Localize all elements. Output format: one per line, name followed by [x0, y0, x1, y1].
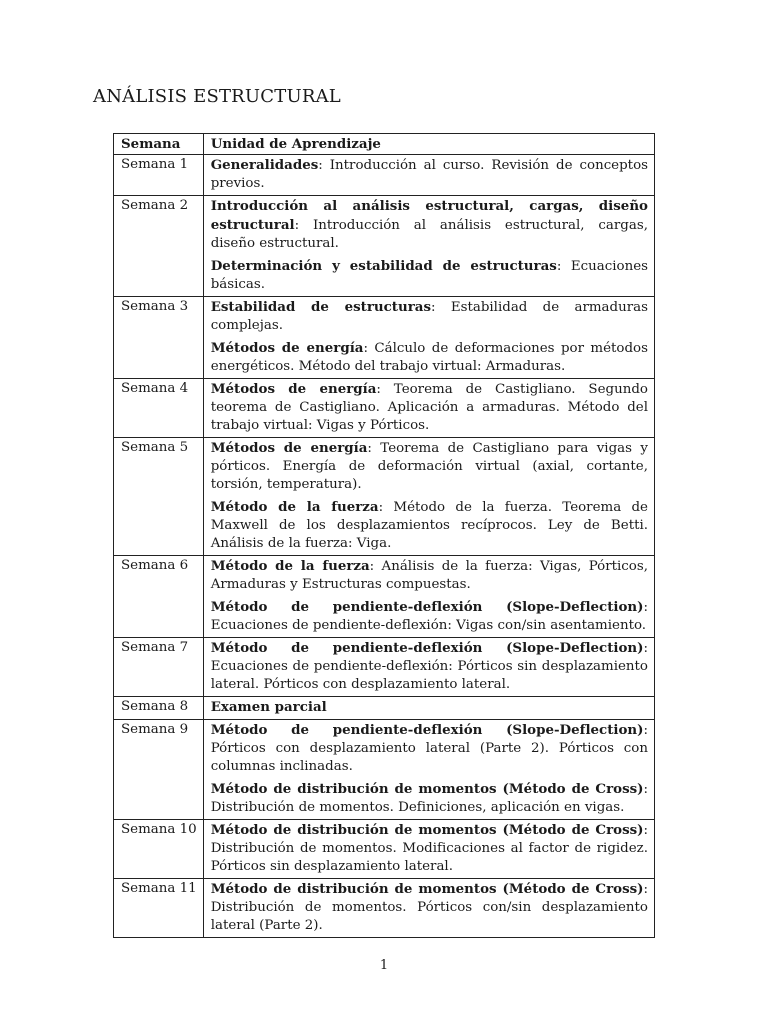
unit-entry [211, 639, 648, 694]
unit-cell [203, 556, 654, 638]
unit-cell [203, 638, 654, 697]
unit-entry [211, 780, 648, 817]
table-row [114, 155, 655, 196]
topic-description: : Distribución de momentos. Definiciones, aplicación en vigas. [210, 782, 648, 815]
unit-entry [211, 197, 648, 253]
unit-entry [211, 598, 648, 635]
unit-cell [203, 438, 654, 556]
week-cell: Semana 9 [114, 720, 204, 820]
topic-description: : Teorema de Castigliano. Segundo teorema de Castigliano. Aplicación a armaduras. Método del trabajo virtual: Vigas y Pórticos. [210, 382, 648, 433]
unit-entry [211, 557, 648, 594]
unit-cell [203, 720, 654, 820]
table-row [114, 697, 655, 720]
page-number: 1 [379, 958, 389, 973]
unit-entry [211, 257, 648, 294]
topic-title: Método de pendiente-deflexión (Slope-Deflection) [210, 599, 644, 615]
topic-description: : Teorema de Castigliano para vigas y pórticos. Energía de deformación virtual (axial, cortante, torsión, temperatura). [210, 441, 648, 492]
table-row [114, 438, 655, 556]
table-row [114, 879, 655, 938]
week-cell: Semana 5 [114, 438, 204, 556]
topic-title: Métodos de energía [210, 381, 377, 397]
topic-description: : Cálculo de deformaciones por métodos energéticos. Método del trabajo virtual: Armaduras. [210, 341, 648, 374]
week-cell: Semana 10 [114, 820, 204, 879]
header-week: Semana [114, 134, 204, 155]
topic-title: Introducción al análisis estructural, cargas, diseño estructural [210, 198, 648, 233]
week-cell: Semana 2 [114, 196, 204, 297]
topic-title: Método de pendiente-deflexión (Slope-Deflection) [210, 640, 644, 656]
header-unit: Unidad de Aprendizaje [203, 134, 654, 155]
week-cell: Semana 7 [114, 638, 204, 697]
topic-title: Estabilidad de estructuras [210, 299, 431, 315]
topic-description: : Estabilidad de armaduras complejas. [210, 300, 648, 333]
table-row [114, 297, 655, 379]
week-cell: Semana 1 [114, 155, 204, 196]
unit-cell [203, 196, 654, 297]
unit-entry [211, 380, 648, 435]
unit-entry [211, 156, 648, 193]
page-title: ANÁLISIS ESTRUCTURAL [93, 86, 341, 107]
table-row [114, 820, 655, 879]
unit-entry [211, 339, 648, 376]
week-cell: Semana 3 [114, 297, 204, 379]
topic-title: Examen parcial [210, 699, 327, 715]
topic-title: Método de la fuerza [210, 499, 379, 515]
unit-entry [211, 439, 648, 494]
unit-entry [211, 721, 648, 776]
week-cell: Semana 6 [114, 556, 204, 638]
week-cell: Semana 11 [114, 879, 204, 938]
topic-description: : Distribución de momentos. Modificaciones al factor de rigidez. Pórticos sin desplazamiento lateral. [210, 823, 648, 874]
table-row [114, 379, 655, 438]
unit-cell [203, 155, 654, 196]
table-body [114, 155, 655, 938]
week-cell: Semana 4 [114, 379, 204, 438]
topic-title: Método de distribución de momentos (Método de Cross) [210, 822, 644, 838]
unit-cell [203, 820, 654, 879]
table-row [114, 720, 655, 820]
unit-entry [211, 298, 648, 335]
topic-title: Métodos de energía [210, 440, 368, 456]
topic-description: : Ecuaciones de pendiente-deflexión: Vigas con/sin asentamiento. [210, 600, 648, 633]
topic-description: : Introducción al curso. Revisión de conceptos previos. [210, 158, 648, 191]
unit-cell [203, 297, 654, 379]
topic-title: Método de pendiente-deflexión (Slope-Deflection) [210, 722, 644, 738]
topic-title: Métodos de energía [210, 340, 364, 356]
unit-entry [211, 821, 648, 876]
unit-entry [211, 698, 648, 717]
topic-title: Determinación y estabilidad de estructuras [210, 258, 557, 274]
table-row [114, 638, 655, 697]
topic-title: Método de distribución de momentos (Método de Cross) [210, 881, 644, 897]
topic-description: : Distribución de momentos. Pórticos con/sin desplazamiento lateral (Parte 2). [210, 882, 648, 933]
topic-description: : Pórticos con desplazamiento lateral (Parte 2). Pórticos con columnas inclinadas. [210, 723, 648, 774]
table-header-row [114, 134, 655, 155]
topic-description: : Método de la fuerza. Teorema de Maxwell de los desplazamientos recíprocos. Ley de Betti. Análisis de la fuerza: Viga. [210, 500, 648, 551]
week-cell: Semana 8 [114, 697, 204, 720]
topic-description: : Análisis de la fuerza: Vigas, Pórticos, Armaduras y Estructuras compuestas. [210, 559, 648, 592]
unit-entry [211, 498, 648, 553]
unit-entry [211, 880, 648, 935]
unit-cell [203, 379, 654, 438]
topic-description: : Ecuaciones básicas. [210, 259, 648, 292]
topic-title: Método de la fuerza [210, 558, 370, 574]
topic-title: Método de distribución de momentos (Método de Cross) [210, 781, 644, 797]
syllabus-table [113, 133, 655, 938]
table-row [114, 556, 655, 638]
topic-description: : Ecuaciones de pendiente-deflexión: Pórticos sin desplazamiento lateral. Pórticos con desplazamiento lateral. [210, 641, 648, 692]
table-row [114, 196, 655, 297]
topic-title: Generalidades [210, 157, 319, 173]
topic-description: : Introducción al análisis estructural, cargas, diseño estructural. [210, 218, 648, 251]
unit-cell [203, 879, 654, 938]
unit-cell [203, 697, 654, 720]
